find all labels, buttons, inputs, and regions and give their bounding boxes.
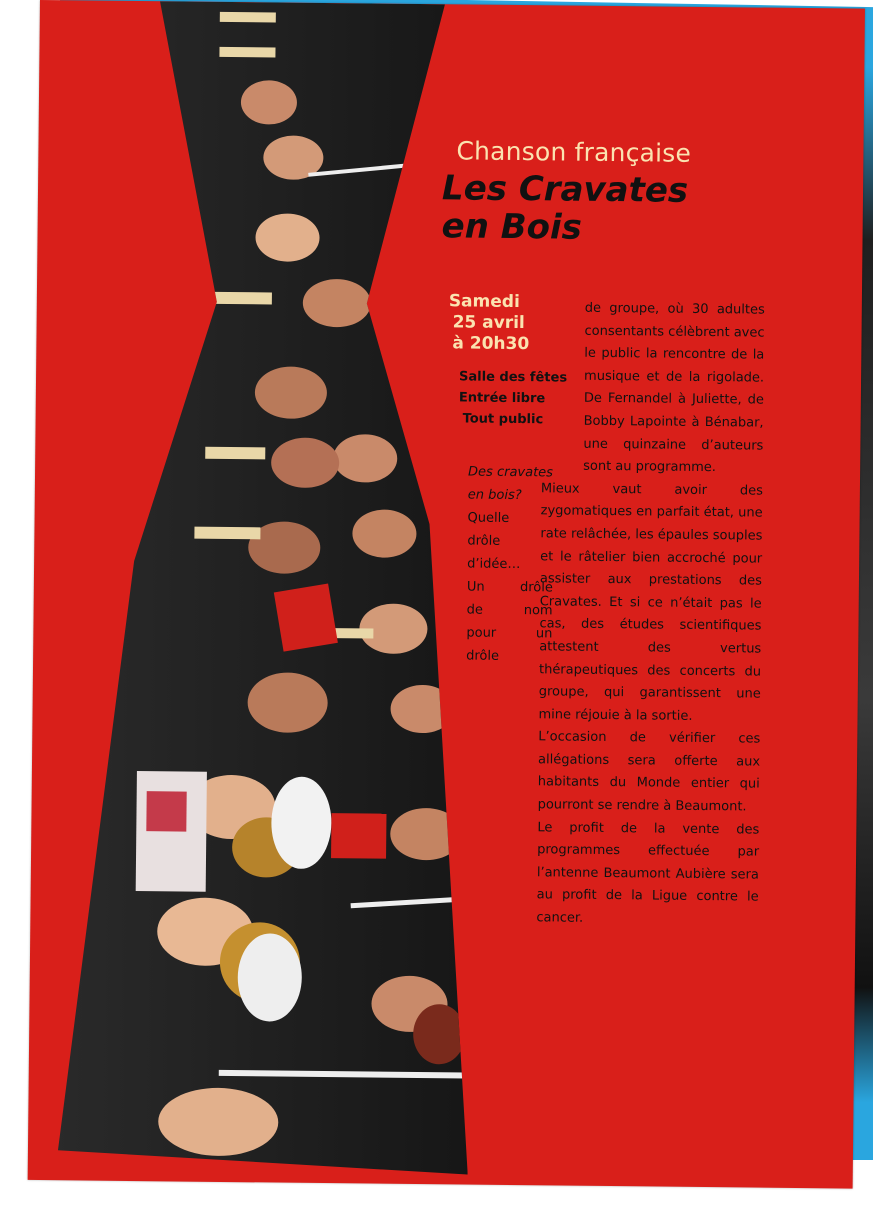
event-date-value: 25 avril bbox=[452, 312, 525, 334]
genre-heading: Chanson française bbox=[456, 136, 692, 168]
event-day: Samedi bbox=[448, 291, 520, 313]
brochure-page bbox=[28, 0, 865, 1189]
article-paragraph: de groupe, où 30 adultes consentants célèbrent avec le public la rencontre de la musique et de la rigolade. De Fernandel à Juliette, de Bobby Lapointe à Bénabar, une quinzaine d’auteurs sont au programme. bbox=[583, 300, 765, 476]
event-audience: Tout public bbox=[462, 411, 544, 428]
event-time: à 20h30 bbox=[452, 333, 530, 355]
article-paragraph: L’occasion de vérifier ces allégations sera offerte aux habitants du Monde entier qui pourront se rendre à Beaumont. bbox=[537, 729, 761, 815]
event-date bbox=[448, 291, 529, 355]
teaser-question: Des cravates en bois? bbox=[467, 464, 554, 504]
event-entry: Entrée libre bbox=[458, 390, 546, 407]
teaser-line: drôle bbox=[466, 648, 500, 664]
title-block bbox=[441, 136, 702, 248]
teaser-line: de nom bbox=[466, 602, 553, 619]
article-paragraph: Le profit de la vente des programmes effectuée par l’antenne Beaumont Aubière sera au profit de la Ligue contre le cancer. bbox=[536, 819, 760, 926]
teaser-line: pour un bbox=[466, 625, 553, 642]
teaser-line: drôle bbox=[467, 533, 501, 549]
article-body bbox=[536, 297, 765, 932]
teaser-line: Quelle bbox=[467, 510, 510, 526]
teaser-line: d’idée… bbox=[467, 556, 521, 573]
group-name-title: Les Cravates en Bois bbox=[441, 168, 689, 248]
event-venue: Salle des fêtes bbox=[458, 369, 568, 386]
teaser-line: Un drôle bbox=[466, 579, 553, 596]
article-paragraph: Mieux vaut avoir des zygomatiques en parfait état, une rate relâchée, les épaules souples et le râtelier bien accroché pour assister aux prestations des Cravates. Et si ce n’était pas le cas, des études scientifiques attestent des vertus thérapeutiques des concerts du groupe, qui garantissent une mine réjouie à la sortie. bbox=[538, 481, 763, 724]
